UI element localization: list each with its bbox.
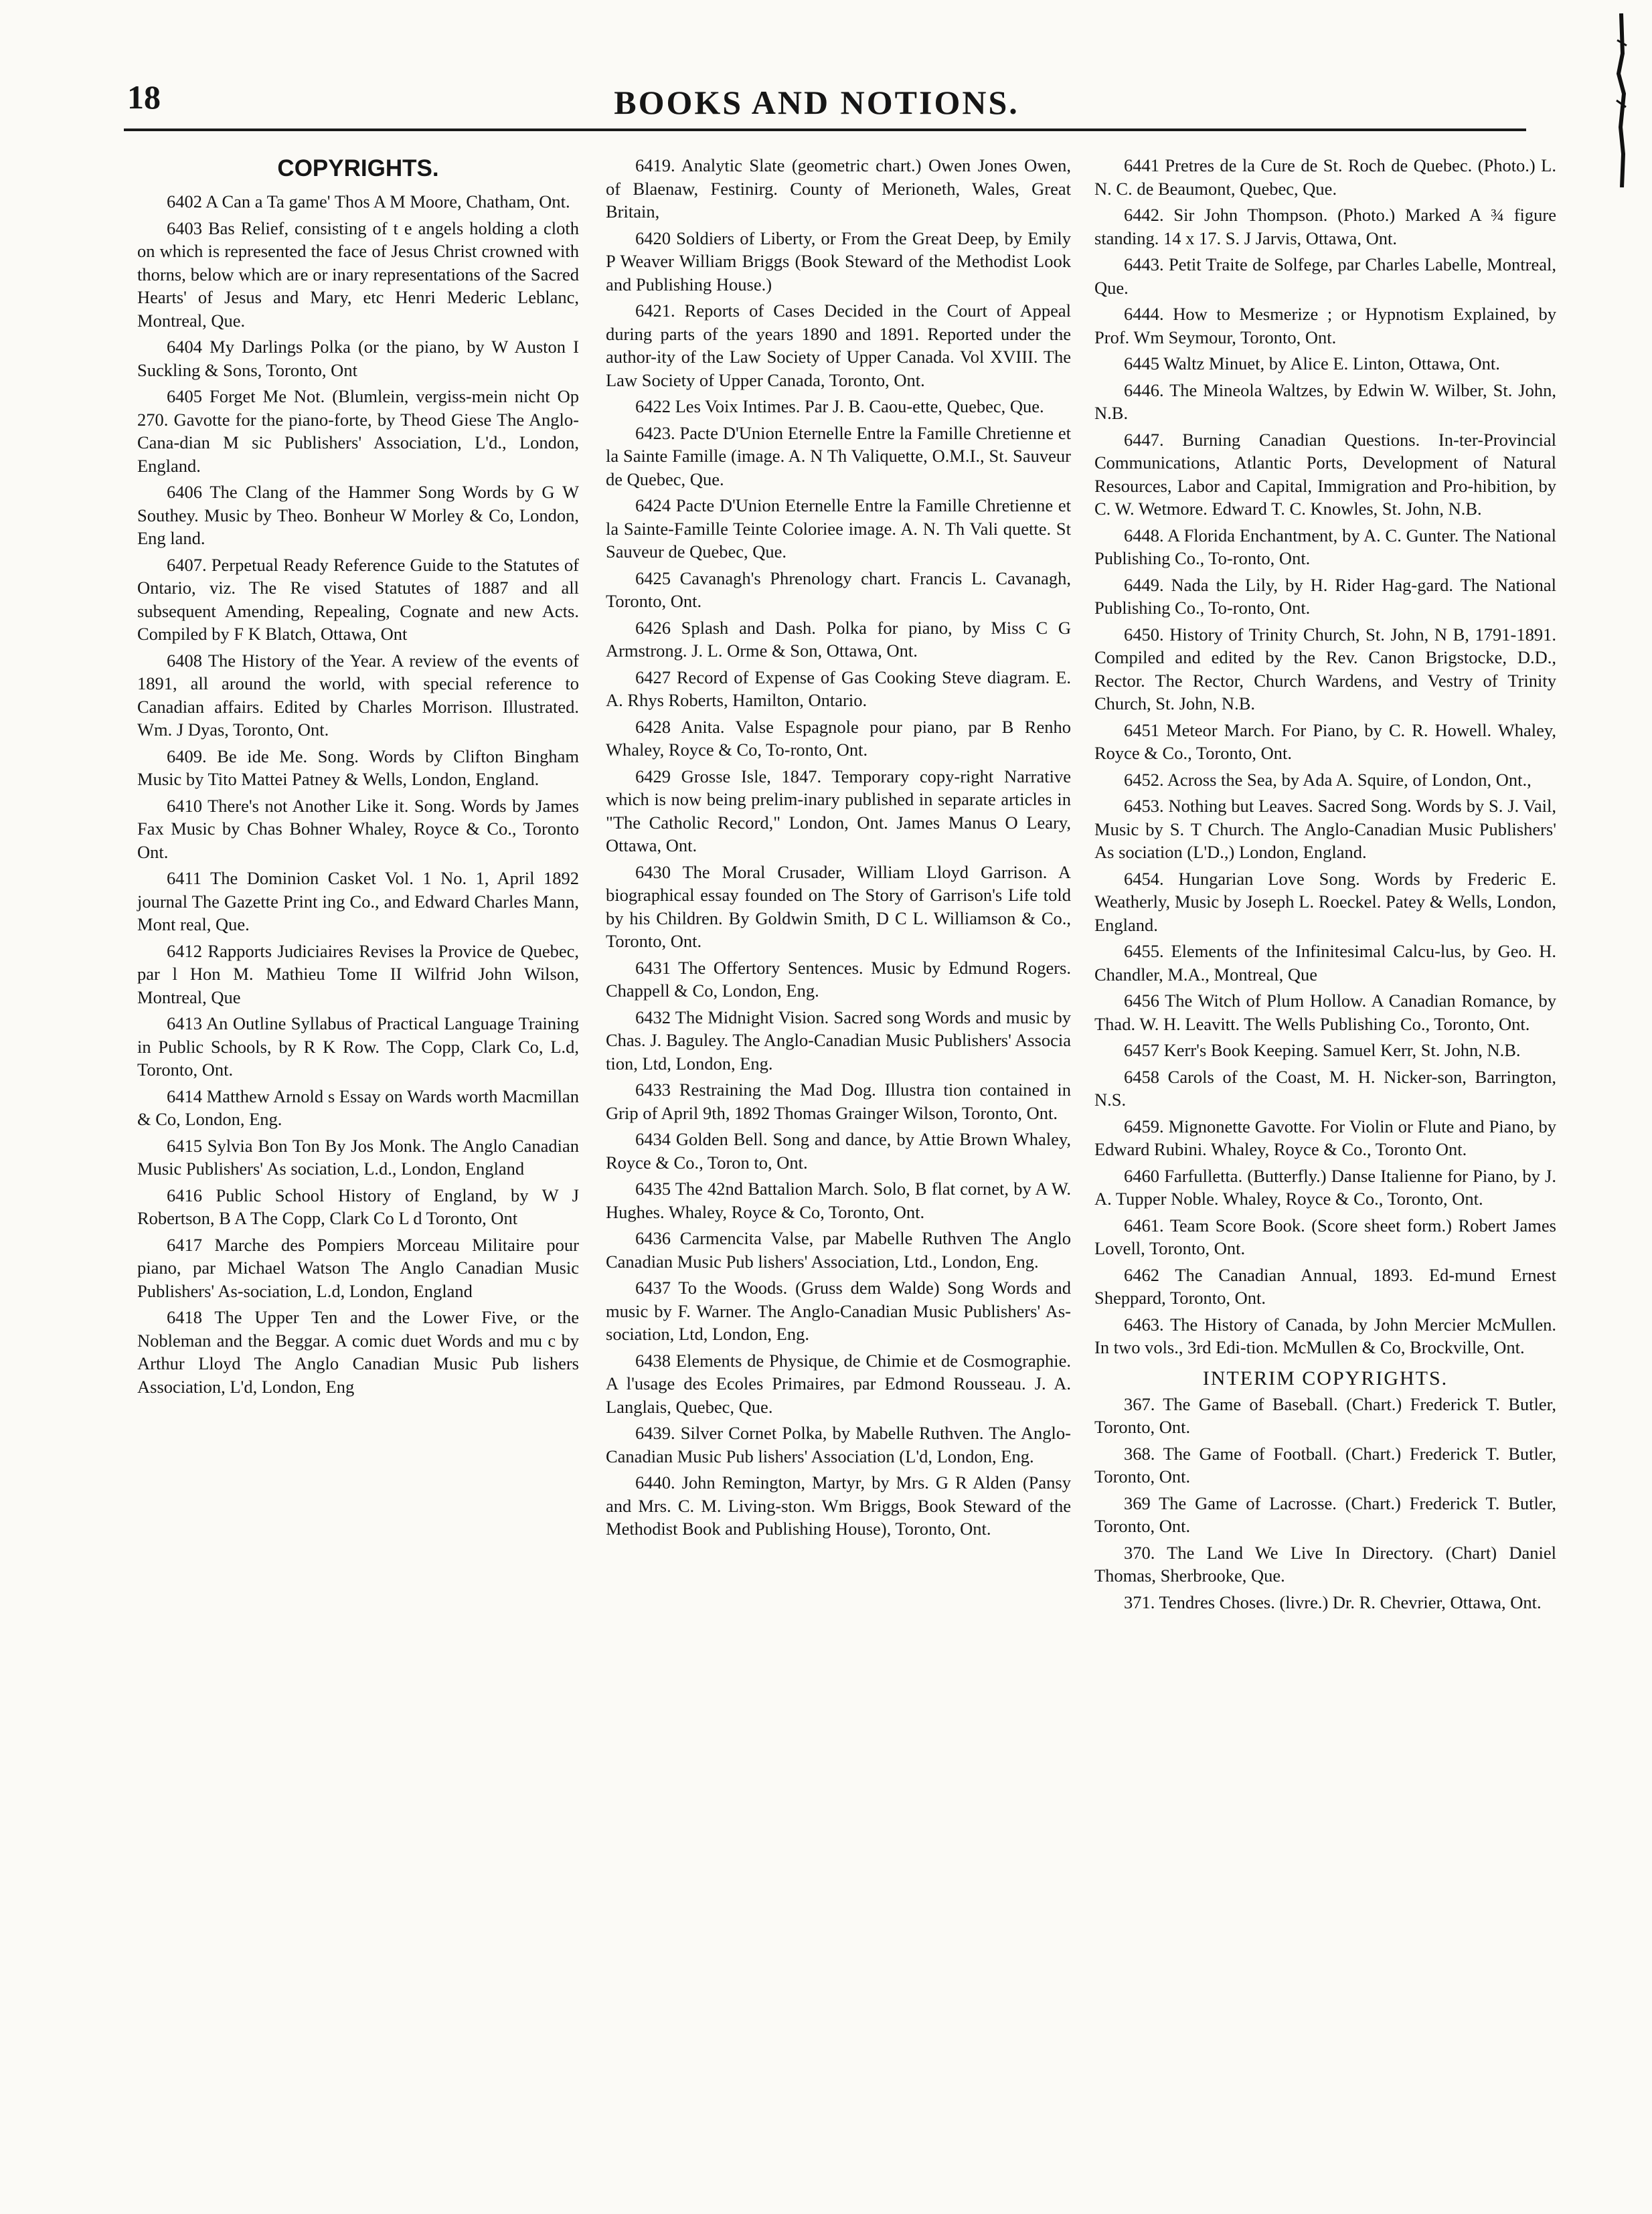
copyright-entry: 6411 The Dominion Casket Vol. 1 No. 1, April 1892 journal The Gazette Print ing Co., and Edward Charles Mann, Mont real, Que. (137, 868, 579, 934)
copyright-entry: 6461. Team Score Book. (Score sheet form.) Robert James Lovell, Toronto, Ont. (1094, 1215, 1556, 1258)
copyright-entry: 6452. Across the Sea, by Ada A. Squire, of London, Ont., (1124, 769, 1532, 790)
copyright-entry: 6403 Bas Relief, consisting of t e angels holding a cloth on which is represented the face of Jesus Christ crowned with thorns, below which are or inary representations of the Sacred Hearts' of Jesus and Mary, etc Henri Mederic Leblanc, Montreal, Que. (137, 218, 579, 331)
copyright-entry: 6462 The Canadian Annual, 1893. Ed-mund Ernest Sheppard, Toronto, Ont. (1094, 1264, 1556, 1308)
copyright-entry: 6436 Carmencita Valse, par Mabelle Ruthven The Anglo Canadian Music Pub lishers' Association, Ltd., London, Eng. (606, 1228, 1071, 1272)
interim-copyright-entry: 370. The Land We Live In Directory. (Chart) Daniel Thomas, Sherbrooke, Que. (1094, 1542, 1556, 1586)
interim-copyright-entry: 368. The Game of Football. (Chart.) Frederick T. Butler, Toronto, Ont. (1094, 1443, 1556, 1486)
copyright-entry: 6418 The Upper Ten and the Lower Five, or the Nobleman and the Beggar. A comic duet Words and mu c by Arthur Lloyd The Anglo Canadian Music Pub lishers Association, L'd, London, Eng (137, 1307, 579, 1397)
copyright-entry: 6463. The History of Canada, by John Mercier McMullen. In two vols., 3rd Edi-tion. McMullen & Co, Brockville, Ont. (1094, 1314, 1556, 1357)
copyright-entry: 6433 Restraining the Mad Dog. Illustra tion contained in Grip of April 9th, 1892 Thomas Grainger Wilson, Toronto, Ont. (606, 1080, 1071, 1123)
copyright-entry: 6421. Reports of Cases Decided in the Court of Appeal during parts of the years 1890 and 1891. Reported under the author-ity of the Law Society of Upper Canada. Vol XVIII. The Law Society of Upper Canada, Toronto, Ont. (606, 301, 1071, 390)
copyright-entry: 6442. Sir John Thompson. (Photo.) Marked A ¾ figure standing. 14 x 17. S. J Jarvis, Ottawa, Ont. (1094, 205, 1556, 248)
column-3 (1094, 154, 1556, 1617)
copyright-entry: 6420 Soldiers of Liberty, or From the Great Deep, by Emily P Weaver William Briggs (Book Steward of the Methodist Look and Publishing House.) (606, 228, 1071, 294)
copyright-entry: 6457 Kerr's Book Keeping. Samuel Kerr, St. John, N.B. (1124, 1040, 1521, 1060)
copyright-entry: 6425 Cavanagh's Phrenology chart. Francis L. Cavanagh, Toronto, Ont. (606, 568, 1071, 611)
section-heading-copyrights: COPYRIGHTS. (277, 155, 439, 181)
copyright-entry: 6419. Analytic Slate (geometric chart.) Owen Jones Owen, of Blaenaw, Festinirg. County of Merioneth, Wales, Great Britain, (606, 155, 1071, 222)
copyright-entry: 6431 The Offertory Sentences. Music by Edmund Rogers. Chappell & Co, London, Eng. (606, 957, 1071, 1001)
interim-copyright-entry: 369 The Game of Lacrosse. (Chart.) Frederick T. Butler, Toronto, Ont. (1094, 1493, 1556, 1536)
copyright-entry: 6455. Elements of the Infinitesimal Calcu-lus, by Geo. H. Chandler, M.A., Montreal, Que (1094, 941, 1556, 985)
copyright-entry: 6444. How to Mesmerize ; or Hypnotism Explained, by Prof. Wm Seymour, Toronto, Ont. (1094, 304, 1556, 347)
copyright-entry: 6402 A Can a Ta game' Thos A M Moore, Chatham, Ont. (167, 191, 570, 211)
copyright-entry: 6408 The History of the Year. A review of the events of 1891, all around the world, with special reference to Canadian affairs. Edited by Charles Morrison. Illustrated. Wm. J Dyas, Toronto, Ont. (137, 650, 579, 740)
interim-copyright-entry: 367. The Game of Baseball. (Chart.) Frederick T. Butler, Toronto, Ont. (1094, 1393, 1556, 1437)
copyright-entry: 6428 Anita. Valse Espagnole pour piano, par B Renho Whaley, Royce & Co, To-ronto, Ont. (606, 716, 1071, 760)
copyright-entry: 6443. Petit Traite de Solfege, par Charles Labelle, Montreal, Que. (1094, 254, 1556, 298)
entry-list-interim (1094, 1393, 1556, 1614)
copyright-entry: 6438 Elements de Physique, de Chimie et de Cosmographie. A l'usage des Ecoles Primaires, par Edmond Rousseau. J. A. Langlais, Quebec, Que. (606, 1350, 1071, 1417)
copyright-entry: 6423. Pacte D'Union Eternelle Entre la Famille Chretienne et la Sainte Famille (image. A. N Th Valiquette, O.M.I., St. Sauveur de Quebec, Que. (606, 422, 1071, 489)
copyright-entry: 6456 The Witch of Plum Hollow. A Canadian Romance, by Thad. W. H. Leavitt. The Wells Publishing Co., Toronto, Ont. (1094, 991, 1556, 1034)
copyright-entry: 6445 Waltz Minuet, by Alice E. Linton, Ottawa, Ont. (1124, 353, 1500, 373)
entry-list (1094, 154, 1556, 1359)
copyright-entry: 6404 My Darlings Polka (or the piano, by W Auston I Suckling & Sons, Toronto, Ont (137, 337, 579, 380)
header-rule (124, 129, 1526, 131)
copyright-entry: 6413 An Outline Syllabus of Practical Language Training in Public Schools, by R K Row. The Copp, Clark Co, L.d, Toronto, Ont. (137, 1013, 579, 1080)
copyright-entry: 6405 Forget Me Not. (Blumlein, vergiss-mein nicht Op 270. Gavotte for the piano-forte, by Theod Giese The Anglo-Cana-dian M sic Publishers' Association, L'd., London, England. (137, 386, 579, 476)
copyright-entry: 6447. Burning Canadian Questions. In-ter-Provincial Communications, Atlantic Ports, Development of Natural Resources, Labor and Capital, Immigration and Pro-hibition, by C. W. Wetmore. Edward T. C. Knowles, St. John, N.B. (1094, 429, 1556, 519)
copyright-entry: 6446. The Mineola Waltzes, by Edwin W. Wilber, St. John, N.B. (1094, 379, 1556, 423)
copyright-entry: 6448. A Florida Enchantment, by A. C. Gunter. The National Publishing Co., To-ronto, Ont. (1094, 525, 1556, 568)
column-2 (606, 154, 1071, 1544)
copyright-entry: 6429 Grosse Isle, 1847. Temporary copy-right Narrative which is now being prelim-inary published in separate articles in "The Catholic Record," London, Ont. James Manus O Leary, Ottawa, Ont. (606, 766, 1071, 855)
copyright-entry: 6417 Marche des Pompiers Morceau Militaire pour piano, par Michael Watson The Anglo Canadian Music Publishers' As-sociation, L.d, London, England (137, 1234, 579, 1301)
copyright-entry: 6412 Rapports Judiciaires Revises la Provice de Quebec, par l Hon M. Mathieu Tome II Wilfrid John Wilson, Montreal, Que (137, 940, 579, 1007)
copyright-entry: 6459. Mignonette Gavotte. For Violin or Flute and Piano, by Edward Rubini. Whaley, Royce & Co., Toronto Ont. (1094, 1116, 1556, 1159)
copyright-entry: 6407. Perpetual Ready Reference Guide to the Statutes of Ontario, viz. The Re vised Statutes of 1887 and all subsequent Amending, Repealing, Cognate and new Acts. Compiled by F K Blatch, Ottawa, Ont (137, 554, 579, 644)
margin-scratch-marks (1615, 13, 1629, 187)
column-1 (137, 154, 579, 1401)
copyright-entry: 6449. Nada the Lily, by H. Rider Hag-gard. The National Publishing Co., To-ronto, Ont. (1094, 574, 1556, 618)
copyright-entry: 6454. Hungarian Love Song. Words by Frederic E. Weatherly, Music by Joseph L. Roeckel. Patey & Wells, London, England. (1094, 868, 1556, 935)
copyright-entry: 6422 Les Voix Intimes. Par J. B. Caou-ette, Quebec, Que. (635, 396, 1044, 416)
interim-copyright-entry: 371. Tendres Choses. (livre.) Dr. R. Chevrier, Ottawa, Ont. (1124, 1592, 1542, 1612)
copyright-entry: 6440. John Remington, Martyr, by Mrs. G R Alden (Pansy and Mrs. C. M. Living-ston. Wm Briggs, Book Steward of the Methodist Book and Publishing House), Toronto, Ont. (606, 1472, 1071, 1539)
copyright-entry: 6416 Public School History of England, by W J Robertson, B A The Copp, Clark Co L d Toronto, Ont (137, 1185, 579, 1228)
copyright-entry: 6427 Record of Expense of Gas Cooking Steve diagram. E. A. Rhys Roberts, Hamilton, Ontario. (606, 667, 1071, 710)
copyright-entry: 6414 Matthew Arnold s Essay on Wards worth Macmillan & Co, London, Eng. (137, 1086, 579, 1129)
copyright-entry: 6437 To the Woods. (Gruss dem Walde) Song Words and music by F. Warner. The Anglo-Canadian Music Publishers' As-sociation, Ltd, London, Eng. (606, 1278, 1071, 1344)
copyright-entry: 6406 The Clang of the Hammer Song Words by G W Southey. Music by Theo. Bonheur W Morley & Co, London, Eng land. (137, 482, 579, 548)
copyright-entry: 6415 Sylvia Bon Ton By Jos Monk. The Anglo Canadian Music Publishers' As sociation, L.d., London, England (137, 1135, 579, 1179)
copyright-entry: 6424 Pacte D'Union Eternelle Entre la Famille Chretienne et la Sainte-Famille Teinte Coloriee image. A. N. Th Vali quette. St Sauveur de Quebec, Que. (606, 495, 1071, 562)
copyright-entry: 6453. Nothing but Leaves. Sacred Song. Words by S. J. Vail, Music by S. T Church. The Anglo-Canadian Music Publishers' As sociation (L'D.,) London, England. (1094, 796, 1556, 862)
copyright-entry: 6434 Golden Bell. Song and dance, by Attie Brown Whaley, Royce & Co., Toron to, Ont. (606, 1129, 1071, 1173)
copyright-entry: 6460 Farfulletta. (Butterfly.) Danse Italienne for Piano, by J. A. Tupper Noble. Whaley, Royce & Co., Toronto, Ont. (1094, 1165, 1556, 1209)
entry-list (137, 190, 579, 1398)
copyright-entry: 6432 The Midnight Vision. Sacred song Words and music by Chas. J. Baguley. The Anglo-Canadian Music Publishers' Associa tion, Ltd, London, Eng. (606, 1007, 1071, 1074)
copyright-entry: 6439. Silver Cornet Polka, by Mabelle Ruthven. The Anglo-Canadian Music Pub lishers' Association (L'd, London, Eng. (606, 1423, 1071, 1466)
section-heading-interim-copyrights: INTERIM COPYRIGHTS. (1202, 1367, 1449, 1389)
copyright-entry: 6426 Splash and Dash. Polka for piano, by Miss C G Armstrong. J. L. Orme & Son, Ottawa, Ont. (606, 617, 1071, 661)
copyright-entry: 6430 The Moral Crusader, William Lloyd Garrison. A biographical essay founded on The Story of Garrison's Life told by his Children. By Goldwin Smith, D C L. Williamson & Co., Toronto, Ont. (606, 861, 1071, 951)
copyright-entry: 6441 Pretres de la Cure de St. Roch de Quebec. (Photo.) L. N. C. de Beaumont, Quebec, Que. (1094, 155, 1556, 199)
copyright-entry: 6435 The 42nd Battalion March. Solo, B flat cornet, by A W. Hughes. Whaley, Royce & Co, Toronto, Ont. (606, 1179, 1071, 1222)
running-title: BOOKS AND NOTIONS. (614, 84, 1019, 121)
copyright-entry: 6409. Be ide Me. Song. Words by Clifton Bingham Music by Tito Mattei Patney & Wells, London, England. (137, 746, 579, 789)
copyright-entry: 6450. History of Trinity Church, St. John, N B, 1791-1891. Compiled and edited by the Rev. Canon Brigstocke, D.D., Rector. The Rector, Church Wardens, and Vestry of Trinity Church, St. John, N.B. (1094, 624, 1556, 713)
entry-list (606, 154, 1071, 1541)
copyright-entry: 6458 Carols of the Coast, M. H. Nicker-son, Barrington, N.S. (1094, 1066, 1556, 1110)
copyright-entry: 6451 Meteor March. For Piano, by C. R. Howell. Whaley, Royce & Co., Toronto, Ont. (1094, 719, 1556, 763)
page-number: 18 (127, 78, 161, 116)
copyright-entry: 6410 There's not Another Like it. Song. Words by James Fax Music by Chas Bohner Whaley, Royce & Co., Toronto Ont. (137, 795, 579, 862)
